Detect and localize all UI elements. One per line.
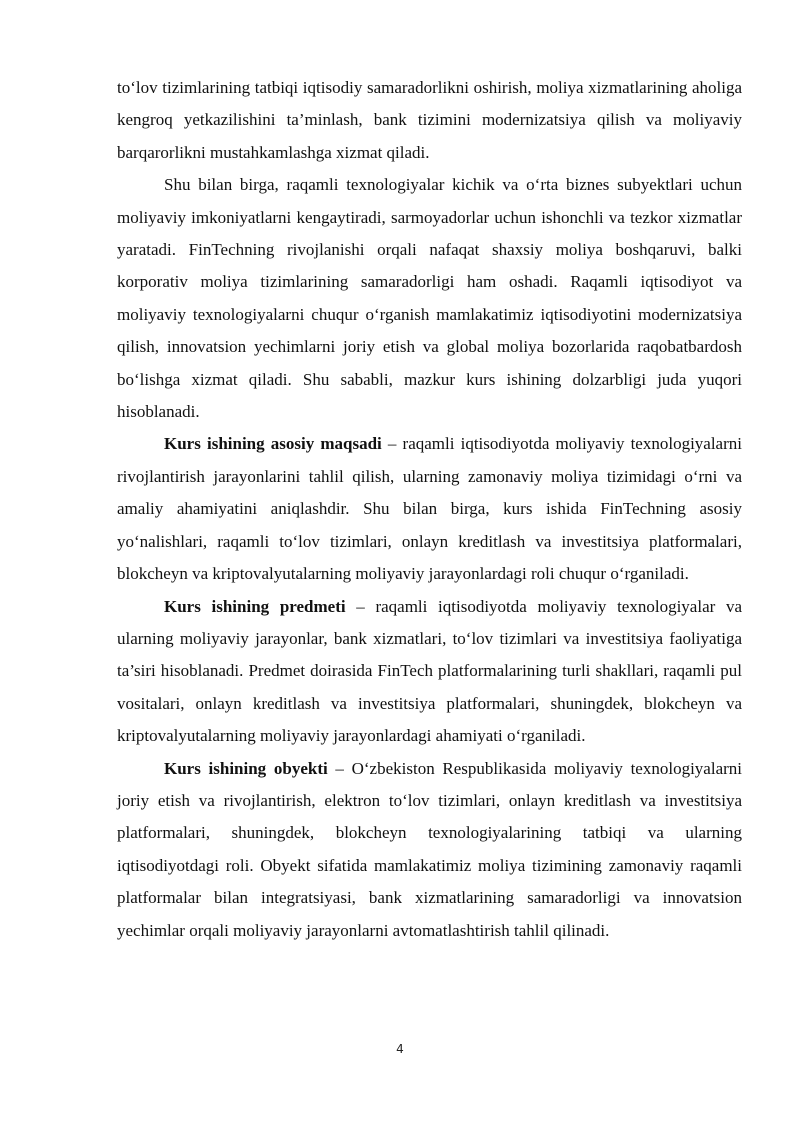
paragraph-subject [117,591,742,753]
paragraph-text: – raqamli iqtisodiyotda moliyaviy texnologiyalarni rivojlantirish jarayonlarini tahlil qilish, ularning zamonaviy moliya tizimidagi o‘rni va amaliy ahamiyatini aniqlashdir. Shu bilan birga, kurs ishida FinTechning asosiy yo‘nalishlari, raqamli to‘lov tizimlari, onlayn kreditlash va investitsiya platformalari, blokcheyn va kriptovalyutalarning moliyaviy jarayonlardagi roli chuqur o‘rganiladi. [117,434,742,584]
paragraph-continuation [117,72,742,169]
paragraph-term-goal: Kurs ishining asosiy maqsadi [164,434,382,454]
paragraph-object [117,753,742,947]
paragraph-goal [117,428,742,590]
paragraph-text: – raqamli iqtisodiyotda moliyaviy texnologiyalar va ularning moliyaviy jarayonlar, bank xizmatlari, to‘lov tizimlari va investitsiya faoliyatiga ta’siri hisoblanadi. Predmet doirasida FinTech platformalarining turli shakllari, raqamli pul vositalari, onlayn kreditlash va investitsiya platformalari, shuningdek, blokcheyn va kriptovalyutalarning moliyaviy jarayonlardagi ahamiyati o‘rganiladi. [117,596,742,746]
paragraph-text: Shu bilan birga, raqamli texnologiyalar kichik va o‘rta biznes subyektlari uchun moliyaviy imkoniyatlarni kengaytiradi, sarmoyadorlar uchun ishonchli va tezkor xizmatlar yaratadi. FinTechning rivojlanishi orqali nafaqat shaxsiy moliya boshqaruvi, balki korporativ moliya tizimlarining samaradorligi ham oshadi. Raqamli iqtisodiyot va moliyaviy texnologiyalarni chuqur o‘rganish mamlakatimiz iqtisodiyotini modernizatsiya qilish, innovatsion yechimlarni joriy etish va global moliya bozorlarida raqobatbardosh bo‘lishga xizmat qiladi. Shu sababli, mazkur kurs ishining dolzarbligi juda yuqori hisoblanadi. [117,175,742,422]
document-body [117,72,742,947]
paragraph-text: – O‘zbekiston Respublikasida moliyaviy texnologiyalarni joriy etish va rivojlantirish, elektron to‘lov tizimlari, onlayn kreditlash va investitsiya platformalari, shuningdek, blokcheyn texnologiyalarining tatbiqi va ularning iqtisodiyotdagi roli. Obyekt sifatida mamlakatimiz moliya tizimining zamonaviy raqamli platformalar bilan integratsiyasi, bank xizmatlarining samaradorligi va innovatsion yechimlar orqali moliyaviy jarayonlarni avtomatlashtirish tahlil qilinadi. [117,758,742,940]
paragraph-term-subject: Kurs ishining predmeti [164,596,346,616]
paragraph-text: to‘lov tizimlarining tatbiqi iqtisodiy samaradorlikni oshirish, moliya xizmatlarining aholiga kengroq yetkazilishini ta’minlash, bank tizimini modernizatsiya qilish va moliyaviy barqarorlikni mustahkamlashga xizmat qiladi. [117,78,742,162]
paragraph-term-object: Kurs ishining obyekti [164,758,328,778]
page-number: 4 [396,1042,404,1056]
paragraph-relevance [117,169,742,428]
